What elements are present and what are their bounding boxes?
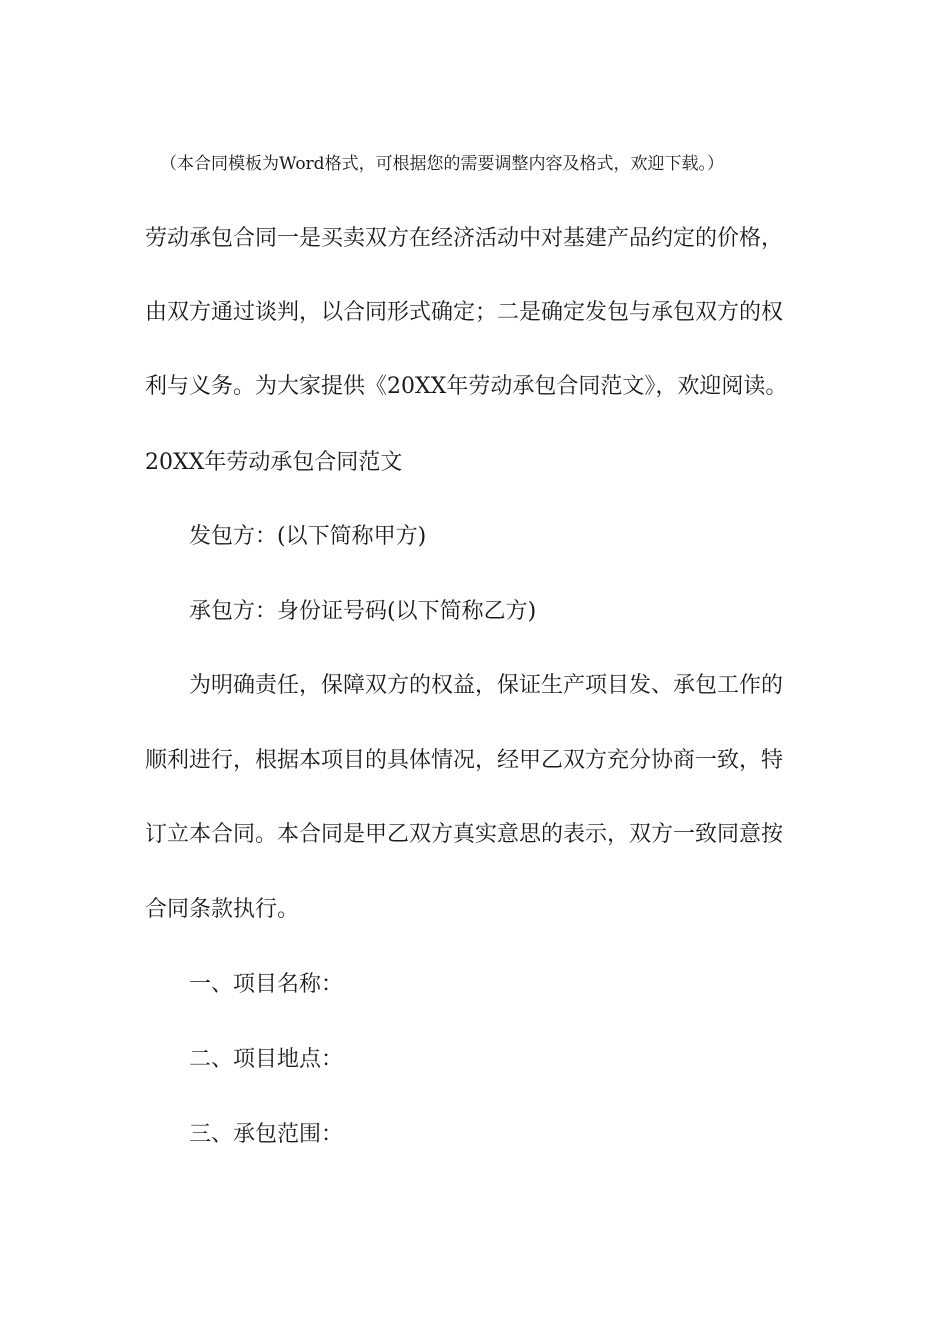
preamble-line-3: 订立本合同。本合同是甲乙双方真实意思的表示，双方一致同意按 bbox=[145, 822, 784, 847]
preamble-line-4: 合同条款执行。 bbox=[145, 897, 300, 922]
clause-contract-scope: 三、承包范围： bbox=[189, 1122, 344, 1147]
preamble-line-1: 为明确责任，保障双方的权益，保证生产项目发、承包工作的 bbox=[189, 673, 784, 698]
preamble-line-2: 顺利进行，根据本项目的具体情况，经甲乙双方充分协商一致，特 bbox=[145, 748, 784, 773]
intro-line-1: 劳动承包合同一是买卖双方在经济活动中对基建产品约定的价格， bbox=[145, 226, 784, 251]
clause-project-location: 二、项目地点： bbox=[189, 1047, 344, 1072]
document-title: 20XX年劳动承包合同范文 bbox=[145, 450, 403, 475]
employer-party: 发包方：(以下简称甲方) bbox=[189, 524, 427, 549]
clause-project-name: 一、项目名称： bbox=[189, 972, 344, 997]
intro-line-2: 由双方通过谈判，以合同形式确定；二是确定发包与承包双方的权 bbox=[145, 300, 784, 325]
template-note: （本合同模板为Word格式，可根据您的需要调整内容及格式，欢迎下载。） bbox=[160, 154, 725, 174]
intro-line-3: 利与义务。为大家提供《20XX年劳动承包合同范文》，欢迎阅读。 bbox=[145, 374, 788, 399]
contractor-party: 承包方：身份证号码(以下简称乙方) bbox=[189, 599, 537, 624]
